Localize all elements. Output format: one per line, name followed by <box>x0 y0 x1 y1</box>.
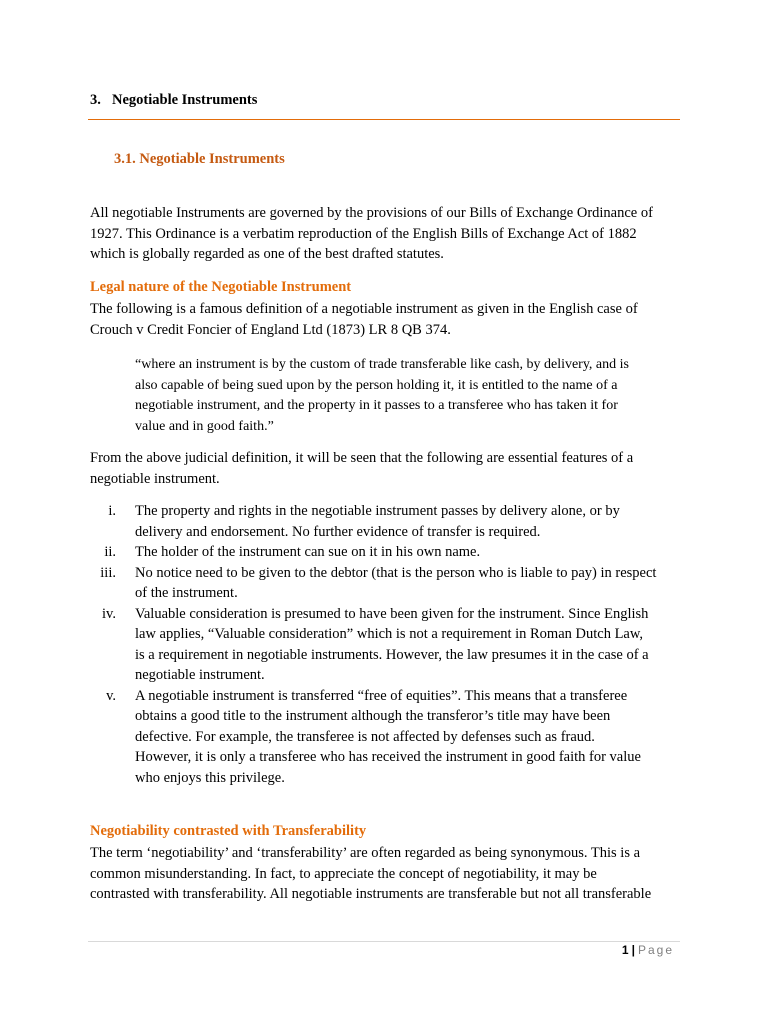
quote-line: value and in good faith.” <box>135 418 274 434</box>
feature-line: No notice need to be given to the debtor (that is the person who is liable to pay) in respect <box>135 564 657 581</box>
legal-nature-line: Crouch v Credit Foncier of England Ltd (1873) LR 8 QB 374. <box>90 321 451 338</box>
definition-quote <box>135 355 675 437</box>
feature-numeral: iii. <box>100 564 116 581</box>
footer-divider <box>88 941 680 942</box>
legal-nature-heading: Legal nature of the Negotiable Instrument <box>90 279 352 295</box>
transferability-line: The term ‘negotiability’ and ‘transferability’ are often regarded as being synonymous. This is a <box>90 845 641 861</box>
feature-line: The property and rights in the negotiable instrument passes by delivery alone, or by <box>135 503 620 519</box>
feature-numeral: v. <box>106 687 116 704</box>
transferability-heading: Negotiability contrasted with Transferability <box>90 823 367 839</box>
feature-item <box>0 686 768 789</box>
feature-item <box>0 563 768 604</box>
feature-line: delivery and endorsement. No further evidence of transfer is required. <box>135 523 541 540</box>
feature-line: obtains a good title to the instrument although the transferor’s title may have been <box>135 708 611 724</box>
followup-line: negotiable instrument. <box>90 470 220 487</box>
intro-line: which is globally regarded as one of the best drafted statutes. <box>90 246 444 262</box>
transferability-paragraph <box>90 843 690 905</box>
feature-numeral: iv. <box>102 605 116 622</box>
feature-item <box>0 604 768 686</box>
quote-line: negotiable instrument, and the property in it passes to a transferee who has taken it for <box>135 398 618 413</box>
transferability-line: common misunderstanding. In fact, to appreciate the concept of negotiability, it may be <box>90 865 597 882</box>
chapter-heading <box>90 92 257 109</box>
feature-line: law applies, “Valuable consideration” which is not a requirement in Roman Dutch Law, <box>135 626 644 642</box>
feature-line: is a requirement in negotiable instruments. However, the law presumes it in the case of a <box>135 646 649 663</box>
heading-divider <box>88 119 680 120</box>
quote-line: also capable of being sued upon by the person holding it, it is entitled to the name of a <box>135 377 618 393</box>
feature-line: negotiable instrument. <box>135 667 265 683</box>
feature-item <box>0 542 768 563</box>
feature-line: Valuable consideration is presumed to have been given for the instrument. Since English <box>135 605 649 622</box>
intro-line: All negotiable Instruments are governed by the provisions of our Bills of Exchange Ordinance of <box>90 205 653 221</box>
page-label: Page <box>637 943 674 957</box>
followup-paragraph <box>90 448 690 489</box>
feature-line: who enjoys this privilege. <box>135 769 285 786</box>
feature-line: defective. For example, the transferee is not affected by defenses such as fraud. <box>135 728 595 745</box>
feature-numeral: i. <box>108 503 116 519</box>
quote-line: “where an instrument is by the custom of trade transferable like cash, by delivery, and is <box>135 357 629 372</box>
feature-line: of the instrument. <box>135 585 238 601</box>
intro-line: 1927. This Ordinance is a verbatim reproduction of the English Bills of Exchange Act of 1882 <box>90 225 637 242</box>
page-number: 1 <box>621 943 629 957</box>
features-list <box>0 501 768 788</box>
feature-numeral: ii. <box>104 544 116 560</box>
footer-separator: | <box>631 943 635 957</box>
transferability-line: contrasted with transferability. All negotiable instruments are transferable but not all transferable <box>90 886 652 902</box>
section-heading: 3.1. Negotiable Instruments <box>114 151 285 167</box>
chapter-title: Negotiable Instruments <box>112 92 258 108</box>
intro-paragraph <box>90 203 690 265</box>
feature-line: The holder of the instrument can sue on it in his own name. <box>135 544 481 560</box>
feature-item <box>0 501 768 542</box>
feature-line: A negotiable instrument is transferred “free of equities”. This means that a transferee <box>135 687 628 704</box>
feature-line: However, it is only a transferee who has received the instrument in good faith for value <box>135 749 641 765</box>
chapter-number: 3. <box>90 92 101 108</box>
followup-line: From the above judicial definition, it will be seen that the following are essential features of a <box>90 450 634 466</box>
legal-nature-line: The following is a famous definition of a negotiable instrument as given in the English case of <box>90 301 638 317</box>
page-footer <box>622 943 674 957</box>
legal-nature-paragraph <box>90 299 690 340</box>
